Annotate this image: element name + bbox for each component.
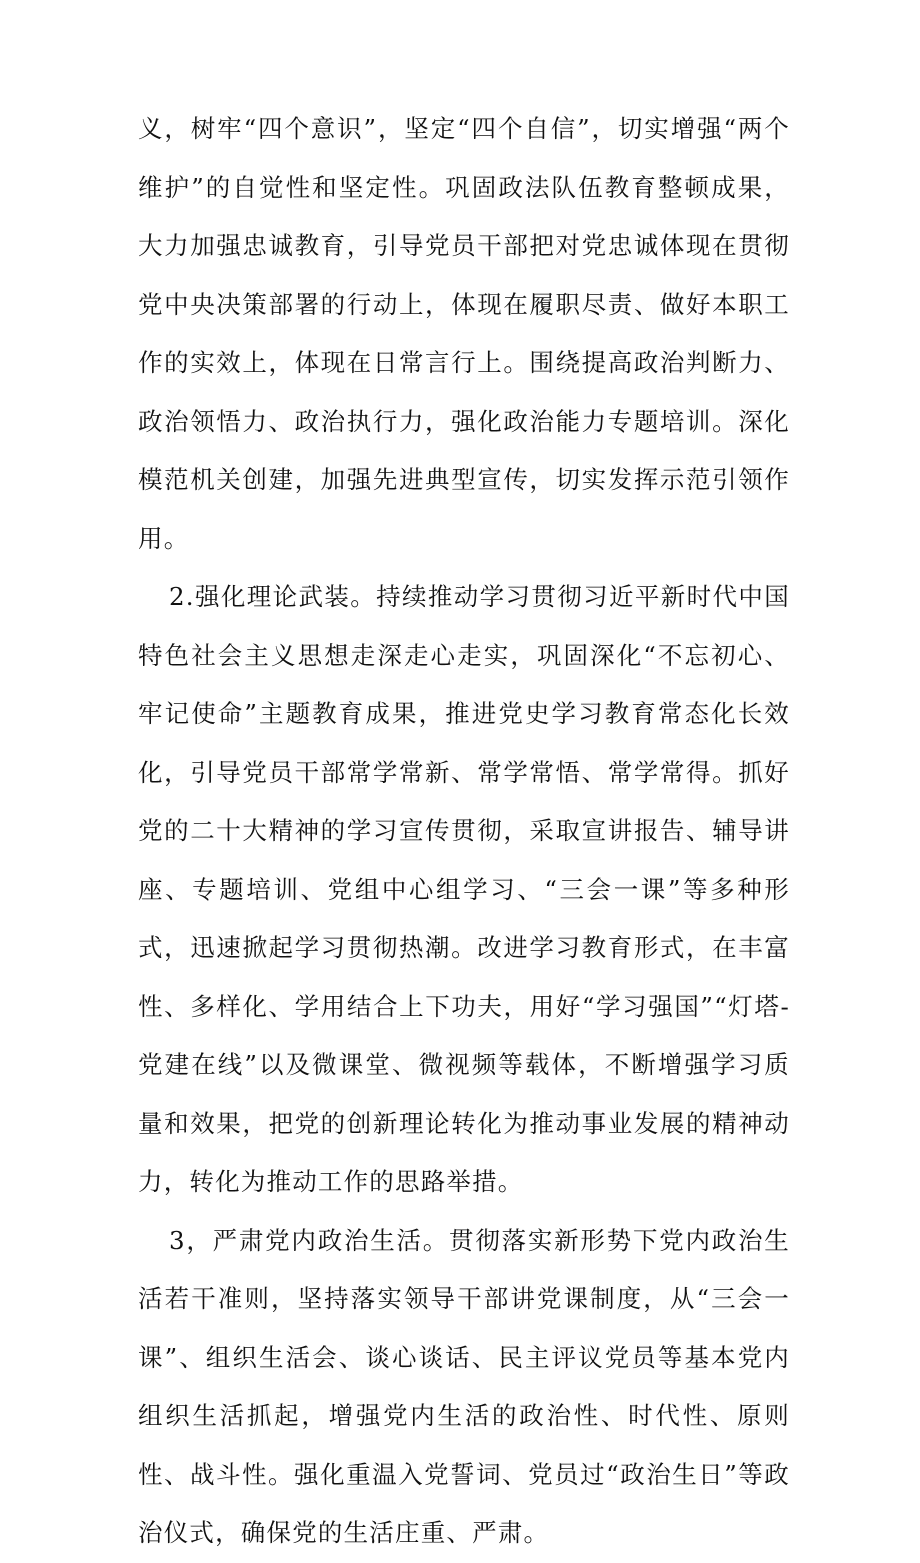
paragraph-theory-armament: 2.强化理论武装。持续推动学习贯彻习近平新时代中国特色社会主义思想走深走心走实，巩固深化“不忘初心、牢记使命”主题教育成果，推进党史学习教育常态化长效化，引导党员干部常学常新、常学常悟、常学常得。抓好党的二十大精神的学习宣传贯彻，采取宣讲报告、辅导讲座、专题培训、党组中心组学习、“三会一课”等多种形式，迅速掀起学习贯彻热潮。改进学习教育形式，在丰富性、多样化、学用结合上下功夫，用好“学习强国”“灯塔-党建在线”以及微课堂、微视频等载体，不断增强学习质量和效果，把党的创新理论转化为推动事业发展的精神动力，转化为推动工作的思路举措。 [138,582,790,1196]
paragraph-loyalty-continuation: 义，树牢“四个意识”，坚定“四个自信”，切实增强“两个维护”的自觉性和坚定性。巩固政法队伍教育整顿成果，大力加强忠诚教育，引导党员干部把对党忠诚体现在贯彻党中央决策部署的行动上，体现在履职尽责、做好本职工作的实效上，体现在日常言行上。围绕提高政治判断力、政治领悟力、政治执行力，强化政治能力专题培训。深化模范机关创建，加强先进典型宣传，切实发挥示范引领作用。 [138,114,790,553]
paragraph-party-political-life: 3，严肃党内政治生活。贯彻落实新形势下党内政治生活若干准则，坚持落实领导干部讲党课制度，从“三会一课”、组织生活会、谈心谈话、民主评议党员等基本党内组织生活抓起，增强党内生活的政治性、时代性、原则性、战斗性。强化重温入党誓词、党员过“政治生日”等政治仪式，确保党的生活庄重、严肃。 [138,1225,790,1547]
document-body [138,100,790,1563]
